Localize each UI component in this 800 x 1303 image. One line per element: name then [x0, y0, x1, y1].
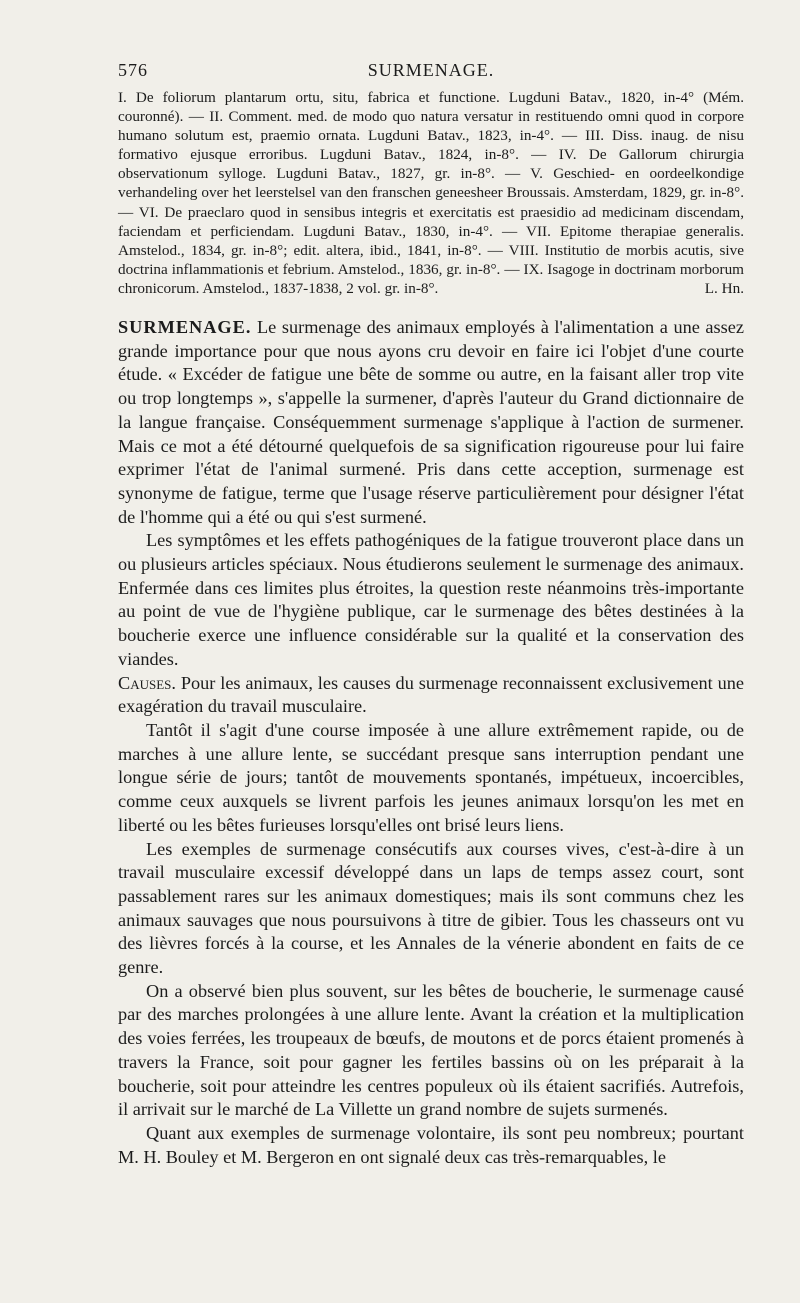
- paragraph-text: Les symptômes et les effets pathogéniques de la fatigue trouveront place dans un ou plusieurs articles spéciaux. Nous étudierons seulement le surmenage des animaux. Enfermée dans ces limites plus étroites, la question reste néanmoins très-importante au point de vue de l'hygiène publique, car le surmenage des bêtes destinées à la boucherie exerce une influence considérable sur la qualité et la conservation des viandes.: [118, 530, 744, 669]
- paragraph-text: Pour les animaux, les causes du surmenage reconnaissent exclusivement une exagération du travail musculaire.: [118, 672, 744, 717]
- page-header: [118, 52, 744, 82]
- paragraph-text: On a observé bien plus souvent, sur les bêtes de boucherie, le surmenage causé par des marches prolongées à une allure lente. Avant la création et la multiplication des voies ferrées, les troupeaux de bœufs, de moutons et de porcs étaient promenés à travers la France, soit pour gagner les fertiles bassins où on les préparait à la boucherie, soit pour atteindre les centres populeux où ils étaient sacrifiés. Autrefois, il arrivait sur le marché de La Villette un grand nombre de sujets surmenés.: [118, 980, 744, 1120]
- article-paragraph: [118, 719, 744, 838]
- paragraph-text: Les exemples de surmenage consécutifs aux courses vives, c'est-à-dire à un travail musculaire excessif développé dans un laps de temps assez court, sont passablement rares sur les animaux domestiques; mais ils sont communs chez les animaux sauvages que nous poursuivons à titre de gibier. Tous les chasseurs ont vu des lièvres forcés à la course, et les Annales de la vénerie abondent en faits de ce genre.: [118, 838, 744, 978]
- page-number: 576: [118, 60, 148, 80]
- paragraph-text: Quant aux exemples de surmenage volontaire, ils sont peu nombreux; pourtant M. H. Bouley et M. Bergeron en ont signalé deux cas très-remarquables, le: [118, 1122, 744, 1167]
- article-paragraph: [118, 672, 744, 719]
- article-paragraph: [118, 980, 744, 1122]
- author-signature: L. Hn.: [704, 279, 744, 297]
- article-headword: SURMENAGE.: [118, 317, 252, 338]
- document-page: [118, 52, 744, 1169]
- article-paragraph: [118, 529, 744, 671]
- article-body: [118, 316, 744, 1169]
- article-paragraph: [118, 838, 744, 980]
- bibliography-block: [118, 88, 744, 298]
- bibliography-text: I. De foliorum plantarum ortu, situ, fabrica et functione. Lugduni Batav., 1820, in-4° (Mém. couronné). — II. Comment. med. de modo quo natura versatur in restituendo omni quod in corpore humano solutum est, praemio ornata. Lugduni Batav., 1823, in-4°. — III. Diss. inaug. de nisu formativo ejusque erroribus. Lugduni Batav., 1824, in-8°. — IV. De Gallorum chirurgia observationum sylloge. Lugduni Batav., 1827, gr. in-8°. — V. Geschied- en oordeelkondige verhandeling over het leerstelsel van den franschen geneesheer Broussais. Amsterdam, 1829, gr. in-8°. — VI. De praeclaro quod in sensibus integris et exercitatis est praesidio ad medicinam discendam, faciendam et perficiendam. Lugduni Batav., 1830, in-4°. — VII. Epitome therapiae generalis. Amstelod., 1834, gr. in-8°; edit. altera, ibid., 1841, in-8°. — VIII. Institutio de morbis acutis, sive doctrina inflammationis et febrium. Amstelod., 1836, gr. in-8°. — IX. Isagoge in doctrinam morborum chronicorum. Amstelod., 1837-1838, 2 vol. gr. in-8°.: [118, 89, 744, 297]
- running-title: SURMENAGE.: [367, 60, 495, 80]
- section-label-causes: Causes.: [118, 672, 176, 693]
- paragraph-text: Tantôt il s'agit d'une course imposée à une allure extrêmement rapide, ou de marches à une allure lente, se succédant presque sans interruption pendant une longue série de jours; tantôt de mouvements spontanés, impétueux, incoercibles, comme ceux auxquels se livrent parfois les jeunes animaux lorsqu'on les met en liberté ou les bêtes furieuses lorsqu'elles ont brisé leurs liens.: [118, 719, 744, 835]
- paragraph-text: Le surmenage des animaux employés à l'alimentation a une assez grande importance pour que nous ayons cru devoir en faire ici l'objet d'une courte étude. « Excéder de fatigue une bête de somme ou autre, en la faisant aller trop vite ou trop longtemps », s'appelle la surmener, d'après l'auteur du Grand dictionnaire de la langue française. Conséquemment surmenage s'applique à l'action de surmener. Mais ce mot a été détourné quelquefois de sa signification rigoureuse pour lui faire exprimer l'état de l'animal surmené. Pris dans cette acception, surmenage est synonyme de fatigue, terme que l'usage réserve particulièrement pour désigner l'état de l'homme qui a été ou qui s'est surmené.: [118, 317, 744, 527]
- article-paragraph: [118, 316, 744, 529]
- article-paragraph: [118, 1122, 744, 1169]
